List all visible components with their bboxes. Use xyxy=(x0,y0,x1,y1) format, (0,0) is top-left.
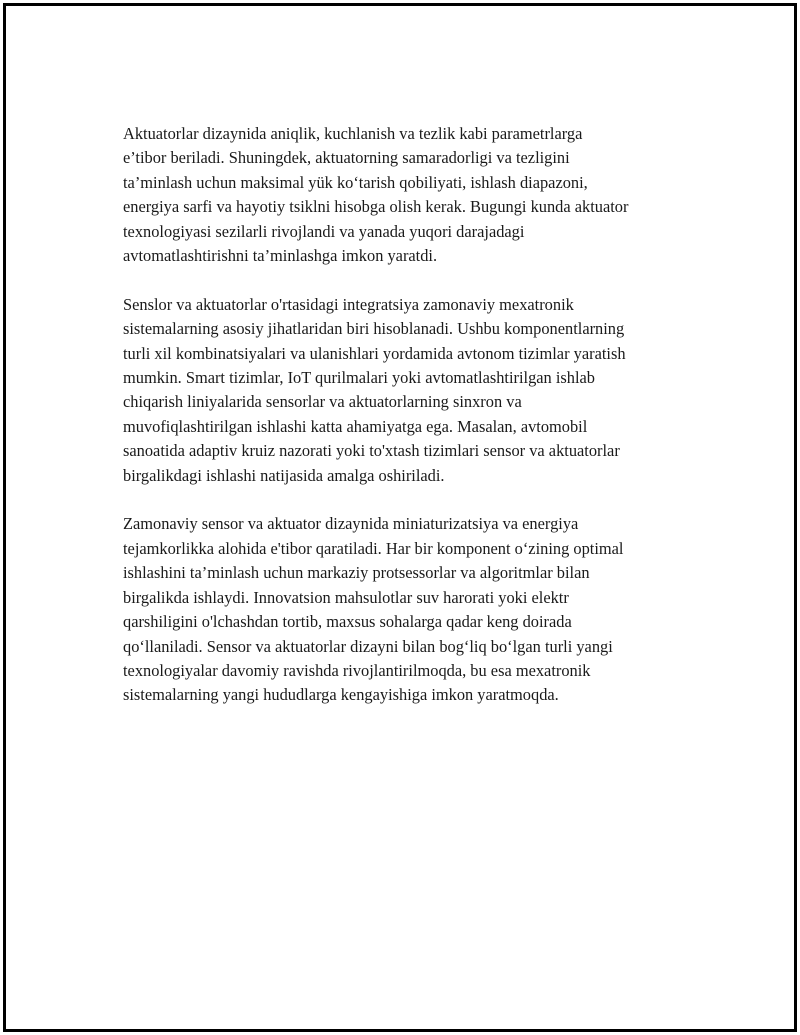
document-body xyxy=(123,122,703,732)
text-line: birgalikdagi ishlashi natijasida amalga oshiriladi. xyxy=(123,465,445,485)
text-line: qo‘llaniladi. Sensor va aktuatorlar dizayni bilan bog‘liq bo‘lgan turli yangi xyxy=(123,636,613,656)
text-line: chiqarish liniyalarida sensorlar va aktuatorlarning sinxron va xyxy=(123,392,522,412)
text-line: Zamonaviy sensor va aktuator dizaynida miniaturizatsiya va energiya xyxy=(123,514,579,534)
text-line: muvofiqlashtirilgan ishlashi katta ahamiyatga ega. Masalan, avtomobil xyxy=(123,416,588,436)
text-line: texnologiyalar davomiy ravishda rivojlantirilmoqda, bu esa mexatronik xyxy=(123,660,591,680)
text-line: mumkin. Smart tizimlar, IoT qurilmalari yoki avtomatlashtirilgan ishlab xyxy=(123,368,596,388)
text-line: Aktuatorlar dizaynida aniqlik, kuchlanish va tezlik kabi parametrlarga xyxy=(123,124,583,143)
text-line: sistemalarning asosiy jihatlaridan biri hisoblanadi. Ushbu komponentlarning xyxy=(123,319,625,339)
paragraph-1 xyxy=(123,122,703,268)
text-line: avtomatlashtirishni ta’minlashga imkon yaratdi. xyxy=(123,246,438,266)
text-line: Senslor va aktuatorlar o'rtasidagi integratsiya zamonaviy mexatronik xyxy=(123,294,574,314)
text-line: ishlashini ta’minlash uchun markaziy protsessorlar va algoritmlar bilan xyxy=(123,563,590,583)
text-line: e’tibor beriladi. Shuningdek, aktuatorning samaradorligi va tezligini xyxy=(123,148,570,168)
text-line: energiya sarfi va hayotiy tsiklni hisobga olish kerak. Bugungi kunda aktuator xyxy=(123,197,629,217)
text-line: turli xil kombinatsiyalari va ulanishlari yordamida avtonom tizimlar yaratish xyxy=(123,343,626,363)
paragraph-3 xyxy=(123,512,703,707)
text-line: ta’minlash uchun maksimal yük ko‘tarish qobiliyati, ishlash diapazoni, xyxy=(123,172,588,192)
text-line: qarshiligini o'lchashdan tortib, maxsus sohalarga qadar keng doirada xyxy=(123,612,572,632)
text-line: texnologiyasi sezilarli rivojlandi va yanada yuqori darajadagi xyxy=(123,221,525,241)
text-line: sanoatida adaptiv kruiz nazorati yoki to'xtash tizimlari sensor va aktuatorlar xyxy=(123,441,620,461)
text-line: sistemalarning yangi hududlarga kengayishiga imkon yaratmoqda. xyxy=(123,685,559,705)
text-line: tejamkorlikka alohida e'tibor qaratiladi. Har bir komponent o‘zining optimal xyxy=(123,538,624,558)
text-line: birgalikda ishlaydi. Innovatsion mahsulotlar suv harorati yoki elektr xyxy=(123,587,569,607)
paragraph-2 xyxy=(123,293,703,488)
page-frame xyxy=(3,3,797,1032)
